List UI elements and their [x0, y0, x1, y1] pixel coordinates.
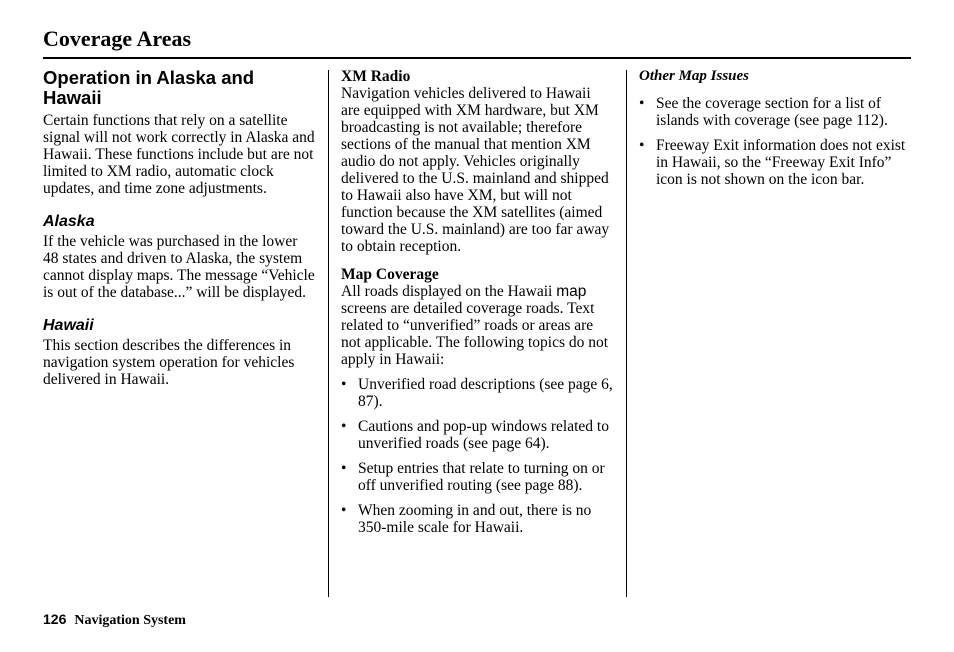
subheading-hawaii: Hawaii [43, 317, 94, 334]
subheading-alaska: Alaska [43, 213, 95, 230]
map-coverage-text-start: All roads displayed on the Hawaii [341, 283, 557, 300]
list-item: • Unverified road descriptions (see page 6, 87). [341, 376, 613, 410]
page-number: 126 [43, 611, 67, 627]
column-3 [639, 68, 911, 196]
other-map-issues-bullet-list [639, 95, 911, 188]
column-1 [43, 68, 315, 388]
column-2 [341, 68, 613, 544]
subheading-map-coverage: Map Coverage [341, 266, 439, 283]
xm-radio-paragraph: Navigation vehicles delivered to Hawaii are equipped with XM hardware, but XM broadcasting is not available; therefore sections of the manual that mention XM audio do not apply. Vehicles originally delivered to the U.S. mainland and shipped to Hawaii also have XM, but will not function because the XM satellites (aimed toward the U.S. mainland) are too far away to obtain reception. [341, 85, 610, 255]
title-rule [43, 57, 911, 59]
column-divider-2 [626, 70, 627, 597]
page-title: Coverage Areas [43, 26, 192, 51]
intro-paragraph: Certain functions that rely on a satellite signal will not work correctly in Alaska and Hawaii. These functions include but are not limited to XM radio, automatic clock updates, and time zone adjustments. [43, 112, 315, 197]
subheading-other-map-issues: Other Map Issues [639, 68, 750, 84]
list-item: • See the coverage section for a list of islands with coverage (see page 112). [639, 95, 911, 129]
map-coverage-bullet-list [341, 376, 613, 536]
alaska-paragraph: If the vehicle was purchased in the lower 48 states and driven to Alaska, the system cannot display maps. The message “Vehicle is out of the database...” will be displayed. [43, 233, 315, 301]
map-coverage-paragraph [341, 283, 613, 368]
column-divider-1 [328, 70, 329, 597]
list-item: • When zooming in and out, there is no 350-mile scale for Hawaii. [341, 502, 613, 536]
map-coverage-text-end: screens are detailed coverage roads. Text related to “unverified” roads or areas are not applicable. The following topics do not apply in Hawaii: [341, 300, 609, 368]
list-item: • Cautions and pop-up windows related to unverified roads (see page 64). [341, 418, 613, 452]
footer-label: Navigation System [74, 613, 186, 628]
section-heading-alaska-hawaii: Operation in Alaska and Hawaii [43, 67, 255, 108]
list-item: • Setup entries that relate to turning on or off unverified routing (see page 88). [341, 460, 613, 494]
page-footer [43, 610, 186, 630]
map-coverage-text-map-word: map [556, 283, 587, 300]
list-item: • Freeway Exit information does not exist in Hawaii, so the “Freeway Exit Info” icon is not shown on the icon bar. [639, 137, 911, 188]
subheading-xm-radio: XM Radio [341, 68, 411, 85]
hawaii-paragraph: This section describes the differences in navigation system operation for vehicles delivered in Hawaii. [43, 337, 295, 388]
